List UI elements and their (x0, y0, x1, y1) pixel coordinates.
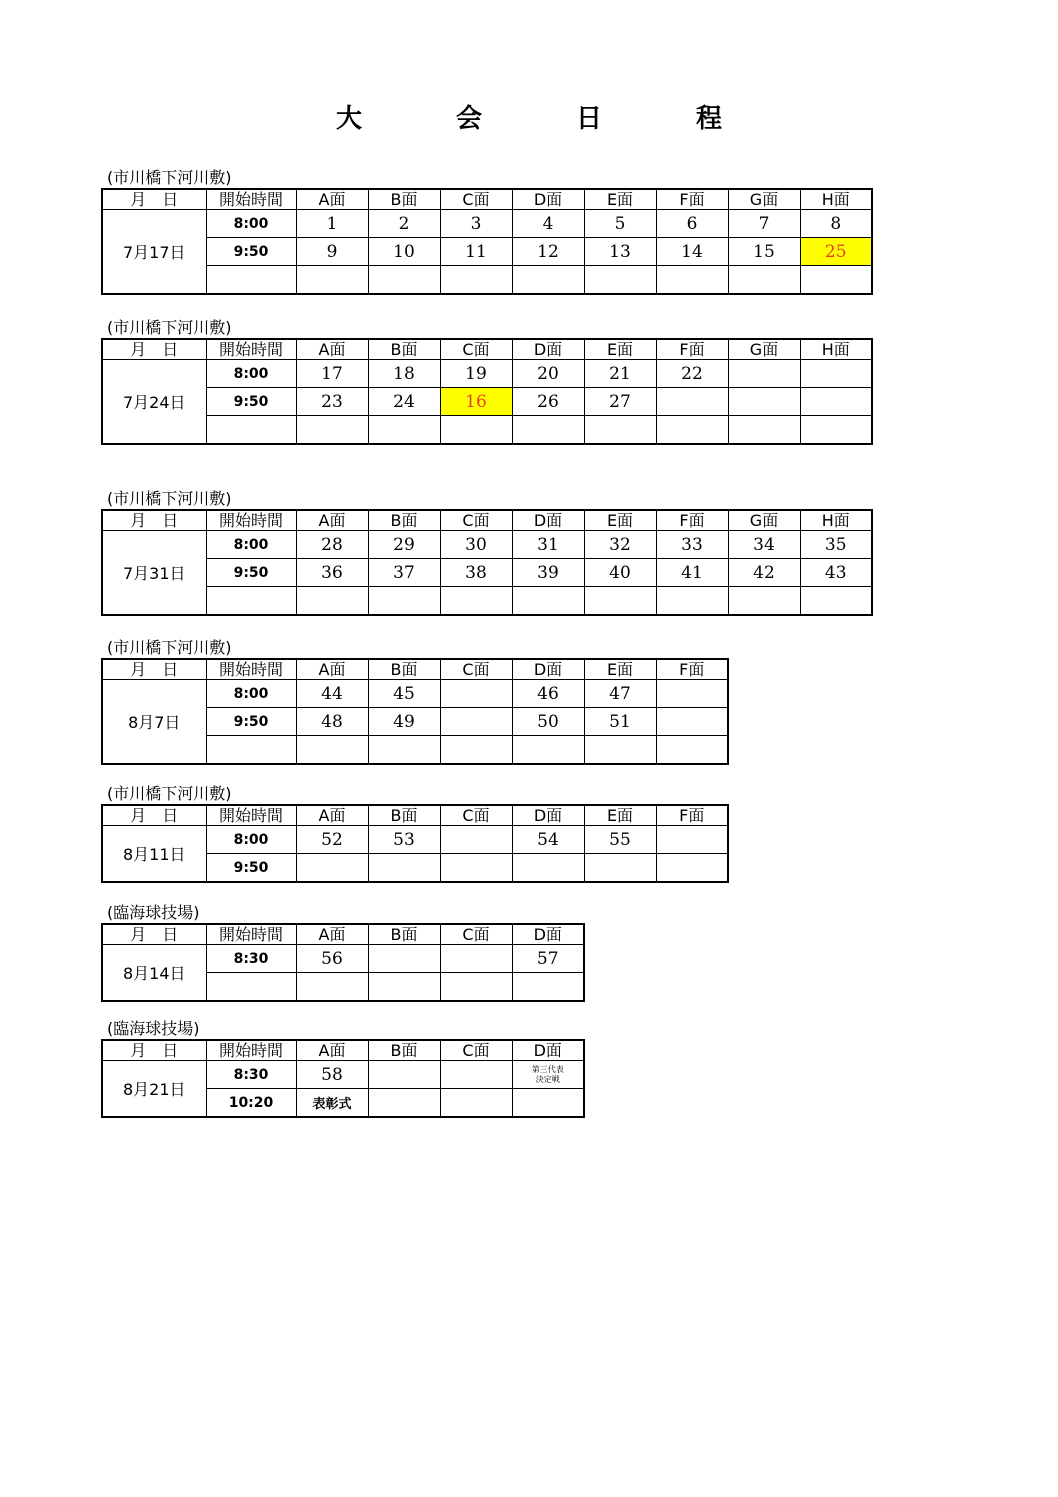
match-cell: 56 (296, 945, 368, 973)
match-cell: 50 (512, 708, 584, 736)
date-header: 月 日 (102, 805, 206, 826)
table-row (102, 559, 872, 587)
venue-label: (臨海球技場) (107, 903, 200, 922)
match-cell: 26 (512, 388, 584, 416)
court-header: F面 (656, 339, 728, 360)
court-header: H面 (800, 339, 872, 360)
start-time-cell (206, 973, 296, 1002)
match-cell: 42 (728, 559, 800, 587)
match-cell (368, 266, 440, 295)
header-row (102, 1040, 584, 1061)
match-cell: 3 (440, 210, 512, 238)
date-cell: 8月21日 (102, 1061, 206, 1118)
match-cell (800, 266, 872, 295)
date-cell: 7月17日 (102, 210, 206, 295)
date-cell: 8月11日 (102, 826, 206, 883)
title-char: 大 (335, 104, 362, 134)
match-cell (512, 416, 584, 445)
table-row (102, 210, 872, 238)
match-cell (656, 416, 728, 445)
match-cell: 27 (584, 388, 656, 416)
court-header: H面 (800, 189, 872, 210)
match-cell: 45 (368, 680, 440, 708)
venue-label: (市川橋下河川敷) (107, 638, 232, 657)
match-cell: 11 (440, 238, 512, 266)
match-cell (512, 736, 584, 765)
match-cell: 7 (728, 210, 800, 238)
match-cell: 36 (296, 559, 368, 587)
match-cell (368, 945, 440, 973)
court-header: A面 (296, 1040, 368, 1061)
schedule-block (101, 318, 873, 445)
schedule-table (101, 509, 873, 616)
match-cell: 21 (584, 360, 656, 388)
match-cell: 46 (512, 680, 584, 708)
match-cell (656, 854, 728, 883)
match-cell: 20 (512, 360, 584, 388)
match-cell: 53 (368, 826, 440, 854)
match-cell (728, 587, 800, 616)
date-cell: 7月31日 (102, 531, 206, 616)
schedule-block (101, 903, 585, 1002)
match-cell: 37 (368, 559, 440, 587)
court-header: B面 (368, 805, 440, 826)
start-time-cell: 9:50 (206, 708, 296, 736)
match-cell: 6 (656, 210, 728, 238)
match-cell: 38 (440, 559, 512, 587)
court-header: E面 (584, 339, 656, 360)
match-cell (368, 587, 440, 616)
match-cell: 58 (296, 1061, 368, 1089)
date-header: 月 日 (102, 924, 206, 945)
match-cell (440, 416, 512, 445)
match-cell (440, 1061, 512, 1089)
schedule-table (101, 338, 873, 445)
start-time-cell: 9:50 (206, 559, 296, 587)
court-header: B面 (368, 924, 440, 945)
court-header: G面 (728, 189, 800, 210)
start-time-cell: 9:50 (206, 238, 296, 266)
header-row (102, 339, 872, 360)
title-char: 会 (455, 104, 482, 134)
court-header: D面 (512, 659, 584, 680)
match-cell: 17 (296, 360, 368, 388)
match-cell: 39 (512, 559, 584, 587)
court-header: E面 (584, 189, 656, 210)
match-cell: 30 (440, 531, 512, 559)
venue-label: (市川橋下河川敷) (107, 784, 232, 803)
match-cell (584, 736, 656, 765)
match-cell (800, 388, 872, 416)
schedule-block (101, 784, 729, 883)
page-title (0, 98, 1058, 135)
table-row (102, 266, 872, 295)
match-cell (656, 736, 728, 765)
court-header: E面 (584, 659, 656, 680)
header-row (102, 659, 728, 680)
table-row (102, 680, 728, 708)
court-header: B面 (368, 189, 440, 210)
court-header: C面 (440, 659, 512, 680)
time-header: 開始時間 (206, 805, 296, 826)
match-cell (656, 708, 728, 736)
date-header: 月 日 (102, 189, 206, 210)
schedule-block (101, 489, 873, 616)
match-cell (440, 587, 512, 616)
match-cell (512, 587, 584, 616)
court-header: F面 (656, 510, 728, 531)
date-header: 月 日 (102, 339, 206, 360)
match-cell: 41 (656, 559, 728, 587)
start-time-cell: 8:00 (206, 360, 296, 388)
match-cell: 18 (368, 360, 440, 388)
court-header: D面 (512, 924, 584, 945)
table-row (102, 388, 872, 416)
start-time-cell: 10:20 (206, 1089, 296, 1118)
date-header: 月 日 (102, 1040, 206, 1061)
court-header: B面 (368, 339, 440, 360)
court-header: A面 (296, 189, 368, 210)
court-header: D面 (512, 510, 584, 531)
match-cell (440, 1089, 512, 1118)
match-cell (584, 587, 656, 616)
start-time-cell (206, 587, 296, 616)
match-cell: 33 (656, 531, 728, 559)
time-header: 開始時間 (206, 924, 296, 945)
match-cell (296, 854, 368, 883)
court-header: G面 (728, 339, 800, 360)
court-header: B面 (368, 659, 440, 680)
match-cell (656, 680, 728, 708)
match-cell: 14 (656, 238, 728, 266)
match-cell (440, 973, 512, 1002)
match-cell (800, 587, 872, 616)
match-cell (368, 973, 440, 1002)
match-cell: 43 (800, 559, 872, 587)
schedule-table (101, 923, 585, 1002)
date-cell: 8月7日 (102, 680, 206, 765)
table-row (102, 531, 872, 559)
match-cell (800, 416, 872, 445)
match-cell (296, 587, 368, 616)
court-header: A面 (296, 805, 368, 826)
match-cell: 5 (584, 210, 656, 238)
court-header: F面 (656, 805, 728, 826)
match-cell: 48 (296, 708, 368, 736)
match-cell (656, 587, 728, 616)
time-header: 開始時間 (206, 339, 296, 360)
table-row (102, 1061, 584, 1089)
court-header: F面 (656, 189, 728, 210)
match-cell (584, 266, 656, 295)
match-cell: 16 (440, 388, 512, 416)
match-cell (584, 416, 656, 445)
court-header: H面 (800, 510, 872, 531)
court-header: A面 (296, 659, 368, 680)
table-row (102, 238, 872, 266)
match-cell: 40 (584, 559, 656, 587)
match-cell: 23 (296, 388, 368, 416)
match-cell (656, 388, 728, 416)
court-header: A面 (296, 339, 368, 360)
match-cell: 44 (296, 680, 368, 708)
match-cell: 4 (512, 210, 584, 238)
venue-label: (臨海球技場) (107, 1019, 200, 1038)
match-cell (368, 736, 440, 765)
court-header: C面 (440, 510, 512, 531)
match-cell: 57 (512, 945, 584, 973)
court-header: C面 (440, 189, 512, 210)
start-time-cell (206, 266, 296, 295)
match-cell: 10 (368, 238, 440, 266)
match-cell: 31 (512, 531, 584, 559)
match-cell: 9 (296, 238, 368, 266)
table-row (102, 945, 584, 973)
date-header: 月 日 (102, 510, 206, 531)
match-cell: 22 (656, 360, 728, 388)
court-header: B面 (368, 510, 440, 531)
match-cell (440, 854, 512, 883)
match-cell: 8 (800, 210, 872, 238)
time-header: 開始時間 (206, 510, 296, 531)
court-header: D面 (512, 189, 584, 210)
table-row (102, 360, 872, 388)
match-cell (440, 266, 512, 295)
start-time-cell: 8:30 (206, 945, 296, 973)
match-cell (728, 388, 800, 416)
schedule-block (101, 168, 873, 295)
court-header: F面 (656, 659, 728, 680)
header-row (102, 924, 584, 945)
match-cell (440, 826, 512, 854)
match-cell: 51 (584, 708, 656, 736)
table-row (102, 587, 872, 616)
time-header: 開始時間 (206, 1040, 296, 1061)
match-cell (296, 416, 368, 445)
court-header: A面 (296, 924, 368, 945)
match-cell (512, 266, 584, 295)
court-header: C面 (440, 1040, 512, 1061)
schedule-table (101, 804, 729, 883)
match-cell: 12 (512, 238, 584, 266)
match-cell: 52 (296, 826, 368, 854)
court-header: D面 (512, 1040, 584, 1061)
match-cell (656, 266, 728, 295)
match-cell (368, 1089, 440, 1118)
court-header: C面 (440, 339, 512, 360)
match-cell: 34 (728, 531, 800, 559)
match-cell (728, 266, 800, 295)
title-char: 日 (575, 104, 602, 134)
match-cell (656, 826, 728, 854)
match-cell (296, 736, 368, 765)
start-time-cell: 8:00 (206, 826, 296, 854)
title-char: 程 (695, 104, 722, 134)
match-cell: 13 (584, 238, 656, 266)
match-cell (440, 708, 512, 736)
match-cell (512, 1089, 584, 1118)
match-cell: 15 (728, 238, 800, 266)
match-cell (368, 416, 440, 445)
match-cell: 55 (584, 826, 656, 854)
start-time-cell (206, 416, 296, 445)
match-cell (296, 266, 368, 295)
start-time-cell: 8:00 (206, 680, 296, 708)
match-cell (728, 360, 800, 388)
court-header: C面 (440, 924, 512, 945)
match-cell: 25 (800, 238, 872, 266)
match-cell: 54 (512, 826, 584, 854)
schedule-table (101, 188, 873, 295)
court-header: A面 (296, 510, 368, 531)
start-time-cell: 9:50 (206, 854, 296, 883)
header-row (102, 805, 728, 826)
match-cell: 表彰式 (296, 1089, 368, 1118)
match-cell: 1 (296, 210, 368, 238)
start-time-cell: 8:30 (206, 1061, 296, 1089)
start-time-cell (206, 736, 296, 765)
table-row (102, 416, 872, 445)
schedule-table (101, 1039, 585, 1118)
match-cell: 第三代表 決定戦 (512, 1061, 584, 1089)
schedule-block (101, 638, 729, 765)
match-cell (440, 680, 512, 708)
date-cell: 8月14日 (102, 945, 206, 1002)
schedule-table (101, 658, 729, 765)
match-cell: 32 (584, 531, 656, 559)
time-header: 開始時間 (206, 659, 296, 680)
match-cell: 35 (800, 531, 872, 559)
match-cell: 2 (368, 210, 440, 238)
date-cell: 7月24日 (102, 360, 206, 445)
court-header: E面 (584, 805, 656, 826)
venue-label: (市川橋下河川敷) (107, 489, 232, 508)
match-cell: 28 (296, 531, 368, 559)
match-cell (440, 945, 512, 973)
match-cell (800, 360, 872, 388)
time-header: 開始時間 (206, 189, 296, 210)
header-row (102, 189, 872, 210)
match-cell: 29 (368, 531, 440, 559)
court-header: D面 (512, 805, 584, 826)
match-cell: 19 (440, 360, 512, 388)
date-header: 月 日 (102, 659, 206, 680)
match-cell (296, 973, 368, 1002)
header-row (102, 510, 872, 531)
match-cell: 47 (584, 680, 656, 708)
match-cell (512, 973, 584, 1002)
match-cell (368, 1061, 440, 1089)
start-time-cell: 8:00 (206, 531, 296, 559)
match-cell (728, 416, 800, 445)
schedule-block (101, 1019, 585, 1118)
venue-label: (市川橋下河川敷) (107, 168, 232, 187)
match-cell (584, 854, 656, 883)
venue-label: (市川橋下河川敷) (107, 318, 232, 337)
court-header: E面 (584, 510, 656, 531)
match-cell (368, 854, 440, 883)
start-time-cell: 8:00 (206, 210, 296, 238)
court-header: C面 (440, 805, 512, 826)
match-cell: 49 (368, 708, 440, 736)
match-cell (512, 854, 584, 883)
table-row (102, 826, 728, 854)
court-header: B面 (368, 1040, 440, 1061)
court-header: D面 (512, 339, 584, 360)
start-time-cell: 9:50 (206, 388, 296, 416)
match-cell (440, 736, 512, 765)
court-header: G面 (728, 510, 800, 531)
match-cell: 24 (368, 388, 440, 416)
